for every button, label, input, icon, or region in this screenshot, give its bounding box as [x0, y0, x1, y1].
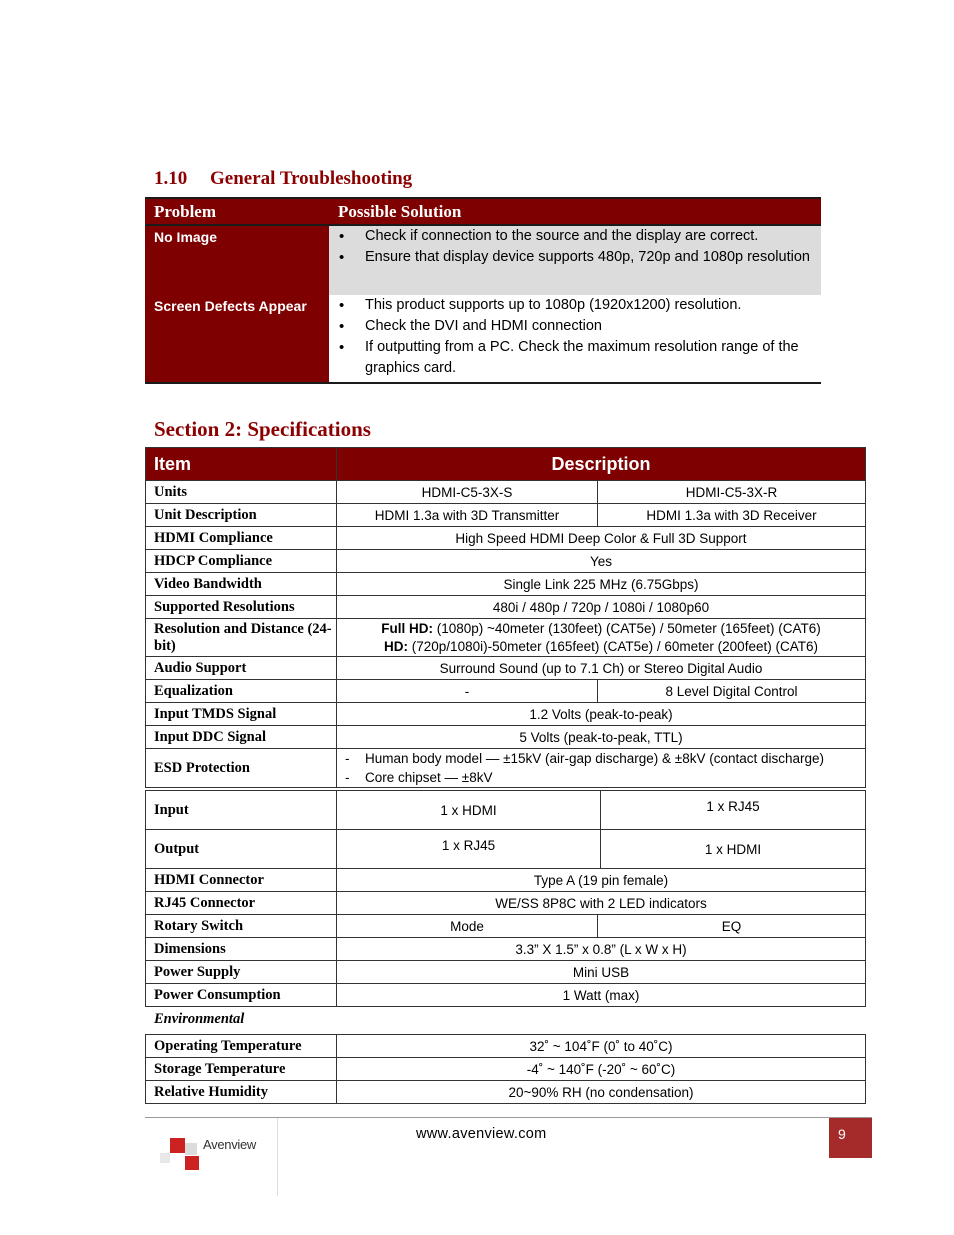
- spec-label: Operating Temperature: [146, 1035, 337, 1058]
- table-row: [146, 550, 866, 573]
- list-item: • Check if connection to the source and the display are correct.: [337, 226, 821, 247]
- spec-value: High Speed HDMI Deep Color & Full 3D Support: [337, 527, 866, 550]
- logo-square-icon: [170, 1138, 185, 1153]
- spec-value: 480i / 480p / 720p / 1080i / 1080p60: [337, 596, 866, 619]
- problem-header: Problem: [145, 198, 329, 225]
- website-url[interactable]: www.avenview.com: [416, 1126, 547, 1142]
- spec-value: Surround Sound (up to 7.1 Ch) or Stereo Digital Audio: [337, 657, 866, 680]
- spec-label: Resolution and Distance (24-bit): [146, 619, 337, 657]
- spec-value-rx: 8 Level Digital Control: [598, 680, 866, 703]
- spec-label: Equalization: [146, 680, 337, 703]
- table-row: [146, 892, 866, 915]
- logo-square-icon: [160, 1153, 170, 1163]
- section-number: 1.10: [154, 168, 188, 189]
- table-row: [146, 915, 866, 938]
- table-row: [146, 791, 866, 830]
- solution-list: [329, 295, 821, 379]
- spec-value: 3.3” X 1.5” x 0.8” (L x W x H): [337, 938, 866, 961]
- logo-square-icon: [185, 1156, 199, 1170]
- spec-value: Yes: [337, 550, 866, 573]
- spec-value: 1 Watt (max): [337, 984, 866, 1007]
- table-row: [146, 504, 866, 527]
- table-row: [145, 295, 821, 383]
- spec-value-tx: HDMI-C5-3X-S: [337, 481, 598, 504]
- logo-text: Avenview: [203, 1137, 257, 1152]
- spec-value-rx: 1 x HDMI: [601, 830, 866, 869]
- table-row: [146, 984, 866, 1007]
- specifications-table: [145, 447, 866, 788]
- table-row: [146, 657, 866, 680]
- solution-header: Possible Solution: [329, 198, 821, 225]
- spec-value: 5 Volts (peak-to-peak, TTL): [337, 726, 866, 749]
- spec-value: 20~90% RH (no condensation): [337, 1081, 866, 1104]
- table-row: [146, 596, 866, 619]
- spec-label: RJ45 Connector: [146, 892, 337, 915]
- table-row: [146, 830, 866, 869]
- table-row: [146, 573, 866, 596]
- spec-label: Power Consumption: [146, 984, 337, 1007]
- problem-cell: No Image: [145, 225, 329, 295]
- spec-label: HDMI Connector: [146, 869, 337, 892]
- spec-label: Rotary Switch: [146, 915, 337, 938]
- list-item: • Ensure that display device supports 480p, 720p and 1080p resolution: [337, 247, 821, 268]
- table-row: [146, 1058, 866, 1081]
- table-row: [146, 961, 866, 984]
- description-header: Description: [337, 448, 866, 481]
- spec-label: HDMI Compliance: [146, 527, 337, 550]
- table-row: [146, 527, 866, 550]
- list-item: • Check the DVI and HDMI connection: [337, 316, 821, 337]
- spec-label: Audio Support: [146, 657, 337, 680]
- spec-value-rx: HDMI-C5-3X-R: [598, 481, 866, 504]
- io-table: [145, 790, 866, 869]
- list-item: • If outputting from a PC. Check the maximum resolution range of the graphics card.: [337, 337, 821, 379]
- table-row: [146, 619, 866, 657]
- spec-value-rx: HDMI 1.3a with 3D Receiver: [598, 504, 866, 527]
- solution-cell: [329, 295, 821, 383]
- environmental-table: [145, 1034, 866, 1104]
- spec-value-tx: 1 x HDMI: [337, 791, 601, 830]
- fullhd-value: (1080p) ~40meter (130feet) (CAT5e) / 50meter (165feet) (CAT6): [432, 620, 821, 636]
- spec-label: Dimensions: [146, 938, 337, 961]
- spec-value-tx: Mode: [337, 915, 598, 938]
- solution-list: [329, 226, 821, 268]
- fullhd-label: Full HD:: [381, 620, 433, 636]
- troubleshooting-heading: [154, 168, 412, 190]
- spec-value: 32˚ ~ 104˚F (0˚ to 40˚C): [337, 1035, 866, 1058]
- spec-label: HDCP Compliance: [146, 550, 337, 573]
- spec-label: Supported Resolutions: [146, 596, 337, 619]
- connector-table: [145, 868, 866, 1007]
- table-row: [145, 225, 821, 295]
- avenview-logo: [160, 1135, 270, 1175]
- spec-label: Output: [146, 830, 337, 869]
- spec-label: Video Bandwidth: [146, 573, 337, 596]
- spec-value-tx: 1 x RJ45: [337, 830, 601, 869]
- table-row: [146, 481, 866, 504]
- table-row: [146, 726, 866, 749]
- spec-label: Input TMDS Signal: [146, 703, 337, 726]
- spec-value: WE/SS 8P8C with 2 LED indicators: [337, 892, 866, 915]
- table-row: [146, 869, 866, 892]
- table-row: [146, 749, 866, 788]
- spec-value-tx: -: [337, 680, 598, 703]
- troubleshooting-table: [145, 197, 821, 384]
- specifications-heading: Section 2: Specifications: [154, 417, 371, 441]
- hd-value: (720p/1080i)-50meter (165feet) (CAT5e) / 60meter (200feet) (CAT6): [408, 638, 818, 654]
- spec-value: Type A (19 pin female): [337, 869, 866, 892]
- list-item: - Human body model — ±15kV (air-gap discharge) & ±8kV (contact discharge): [345, 749, 861, 768]
- spec-value-tx: HDMI 1.3a with 3D Transmitter: [337, 504, 598, 527]
- resolution-distance-value: [337, 619, 866, 657]
- spec-label: Input: [146, 791, 337, 830]
- section-title: General Troubleshooting: [210, 168, 413, 189]
- spec-label: Power Supply: [146, 961, 337, 984]
- list-item: • This product supports up to 1080p (1920x1200) resolution.: [337, 295, 821, 316]
- spec-label: Relative Humidity: [146, 1081, 337, 1104]
- table-row: [146, 1081, 866, 1104]
- logo-square-icon: [185, 1143, 197, 1155]
- footer-divider: [145, 1117, 872, 1118]
- spec-label: Storage Temperature: [146, 1058, 337, 1081]
- environmental-label: Environmental: [154, 1011, 245, 1027]
- spec-label: ESD Protection: [146, 749, 337, 788]
- table-row: [146, 938, 866, 961]
- table-row: [146, 680, 866, 703]
- item-header: Item: [146, 448, 337, 481]
- spec-value-rx: EQ: [598, 915, 866, 938]
- page-number: 9: [829, 1118, 872, 1158]
- solution-cell: [329, 225, 821, 295]
- spec-label: Unit Description: [146, 504, 337, 527]
- list-item: - Core chipset — ±8kV: [345, 768, 861, 787]
- spec-value-rx: 1 x RJ45: [601, 791, 866, 830]
- problem-cell: Screen Defects Appear: [145, 295, 329, 383]
- table-row: [146, 703, 866, 726]
- spec-value: -4˚ ~ 140˚F (-20˚ ~ 60˚C): [337, 1058, 866, 1081]
- spec-label: Input DDC Signal: [146, 726, 337, 749]
- table-row: [146, 1035, 866, 1058]
- hd-label: HD:: [384, 638, 409, 654]
- footer-vertical-divider: [277, 1118, 278, 1196]
- spec-label: Units: [146, 481, 337, 504]
- spec-value: Single Link 225 MHz (6.75Gbps): [337, 573, 866, 596]
- spec-value: 1.2 Volts (peak-to-peak): [337, 703, 866, 726]
- esd-value: [337, 749, 866, 788]
- spec-value: Mini USB: [337, 961, 866, 984]
